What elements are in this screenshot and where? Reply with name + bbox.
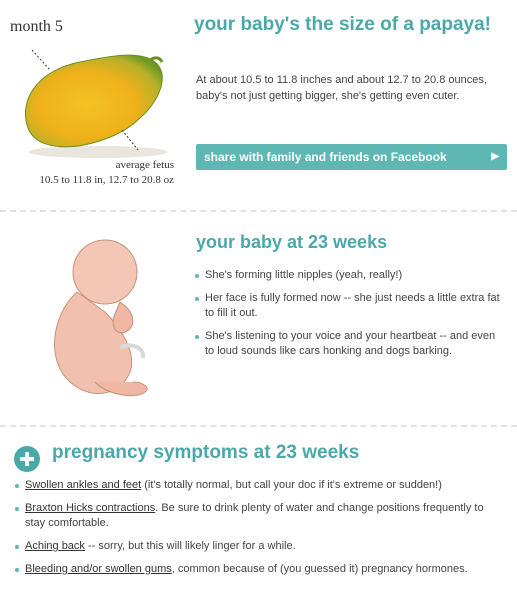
- facebook-share-label: share with family and friends on Facebook: [204, 150, 447, 164]
- chevron-right-icon: ▶: [491, 151, 499, 162]
- symptom-text: -- sorry, but this will likely linger for a while.: [84, 540, 296, 552]
- symptoms-title: pregnancy symptoms at 23 weeks: [52, 442, 360, 463]
- month-label: month 5: [10, 18, 63, 35]
- papaya-image: [10, 40, 185, 165]
- symptom-text: . Be sure to drink plenty of water and change positions frequently to stay comfortable.: [25, 502, 484, 529]
- symptom-text: , common because of (you guessed it) pregnancy hormones.: [171, 563, 468, 575]
- fetus-label-line1: average fetus: [115, 159, 174, 171]
- fetus-size-label: [14, 158, 174, 188]
- list-item: She's listening to your voice and your heartbeat -- and even to loud sounds like cars honking and dogs barking.: [195, 329, 500, 359]
- symptom-link-gums[interactable]: Bleeding and/or swollen gums: [25, 563, 172, 575]
- list-item: Her face is fully formed now -- she just needs a little extra fat to fill it out.: [195, 291, 500, 321]
- section-divider: [0, 210, 517, 212]
- symptom-link-swollen-ankles[interactable]: Swollen ankles and feet: [25, 479, 142, 491]
- list-item: [15, 539, 505, 554]
- list-item: [15, 562, 505, 577]
- fetus-label-line2: 10.5 to 11.8 in, 12.7 to 20.8 oz: [39, 174, 174, 186]
- week-facts: [195, 268, 500, 367]
- fetus-illustration: [25, 232, 185, 412]
- list-item: She's forming little nipples (yeah, really!): [195, 268, 500, 283]
- section-divider: [0, 425, 517, 427]
- symptoms-list: [15, 478, 505, 585]
- list-item: [15, 478, 505, 493]
- list-item: [15, 501, 505, 531]
- size-description: At about 10.5 to 11.8 inches and about 12.7 to 20.8 ounces, baby's not just getting bigger, she's getting even cuter.: [196, 74, 487, 102]
- week-title: your baby at 23 weeks: [196, 232, 388, 252]
- symptom-text: (it's totally normal, but call your doc if it's extreme or sudden!): [141, 479, 442, 491]
- size-title: your baby's the size of a papaya!: [194, 14, 491, 35]
- symptom-link-aching-back[interactable]: Aching back: [25, 540, 85, 552]
- symptom-link-braxton-hicks[interactable]: Braxton Hicks contractions: [25, 502, 156, 514]
- plus-circle-icon: [14, 446, 40, 472]
- facebook-share-button[interactable]: [196, 144, 507, 170]
